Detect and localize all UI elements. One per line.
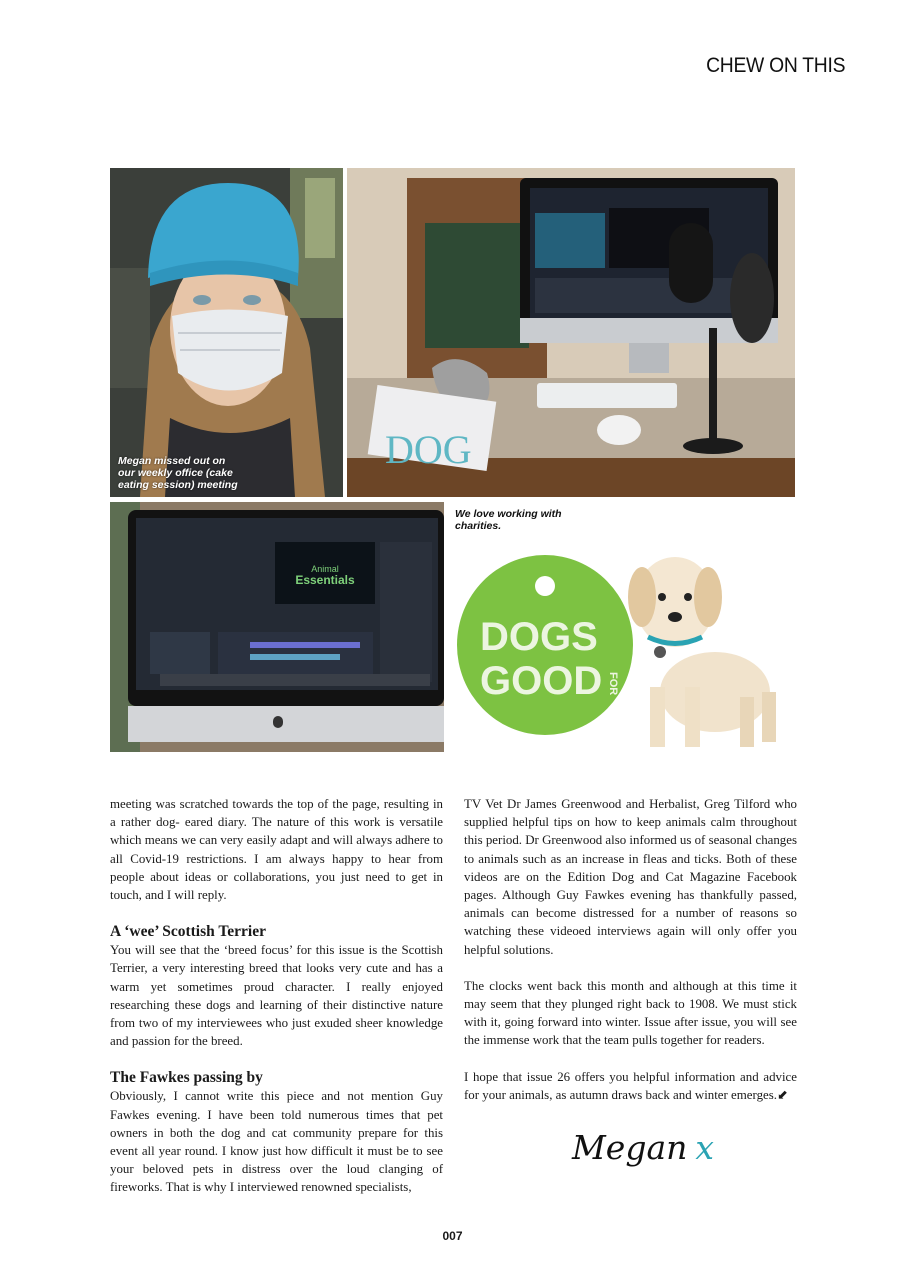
selfie-caption: Megan missed out on our weekly office (cake eating session) meeting bbox=[118, 455, 238, 491]
end-mark-icon: ⬋ bbox=[776, 1087, 788, 1102]
left-column bbox=[110, 795, 443, 1197]
dog-magazine-text: DOG bbox=[385, 427, 472, 472]
dfg-for: FOR bbox=[607, 672, 619, 696]
selfie-photo bbox=[110, 168, 343, 497]
subheading-fawkes: The Fawkes passing by bbox=[110, 1069, 263, 1087]
signature-kiss: x bbox=[695, 1128, 714, 1167]
right-paragraph-3: I hope that issue 26 offers you helpful information and advice for your animals, as autumn draws back and winter emerges.⬋ bbox=[464, 1069, 797, 1102]
charity-caption: We love working with charities. bbox=[455, 508, 562, 532]
left-paragraph-3: Obviously, I cannot write this piece and not mention Guy Fawkes evening. I have been told numerous times that pet owners in both the dog and cat community prepare for this event all year round. I know just how difficult it must be to see your beloved pets in distress over the loud clanging of fireworks. That is why I interviewed renowned specialists, bbox=[110, 1089, 443, 1195]
dfg-line2: GOOD bbox=[480, 659, 603, 703]
subheading-scottish-terrier: A ‘wee’ Scottish Terrier bbox=[110, 923, 266, 941]
signature bbox=[572, 1128, 714, 1167]
dfg-line1: DOGS bbox=[480, 615, 598, 659]
screen-title-line1: Animal bbox=[311, 564, 339, 574]
right-paragraph-1: TV Vet Dr James Greenwood and Herbalist, Greg Tilford who supplied helpful tips on how to keep animals calm throughout this period. Dr Greenwood also informed us of seasonal changes to animals such as an increase in fleas and ticks. Both of these videos are on the Edition Dog and Cat Magazine Facebook pages. Although Guy Fawkes evening has thankfully passed, animals can become distressed for a number of reasons so watching these videoed interviews again will only offer you helpful solutions. bbox=[464, 797, 797, 957]
left-paragraph-2: You will see that the ‘breed focus’ for this issue is the Scottish Terrier, a very interesting breed that looks very cute and has a warm yet sometimes proud character. I really enjoyed researching these dogs and learning of their distinctive nature from two of my interviewees who just exuded sheer knowledge and passion for the breed. bbox=[110, 943, 443, 1049]
desk-setup-photo bbox=[347, 168, 795, 497]
right-paragraph-2: The clocks went back this month and although at this time it may seem that they plunged right back to 1908. We must stick with it, going forward into winter. Issue after issue, you will see the immense work that the team pulls together for readers. bbox=[464, 978, 797, 1048]
editing-screen-photo bbox=[110, 502, 444, 752]
page-number: 007 bbox=[442, 1229, 463, 1243]
dogs-for-good-photo bbox=[450, 502, 795, 752]
screen-title-line2: Essentials bbox=[295, 573, 355, 587]
signature-name: Megan bbox=[572, 1128, 688, 1167]
right-column bbox=[464, 795, 797, 1104]
section-title: CHEW ON THIS bbox=[705, 54, 845, 77]
left-paragraph-1: meeting was scratched towards the top of the page, resulting in a rather dog- eared diary. The nature of this work is versatile which means we can very easily adapt and will always adhere to all Covid-19 restrictions. I am always happy to hear from people about ideas or collaborations, you just need to get in touch, and I will reply. bbox=[110, 797, 443, 903]
